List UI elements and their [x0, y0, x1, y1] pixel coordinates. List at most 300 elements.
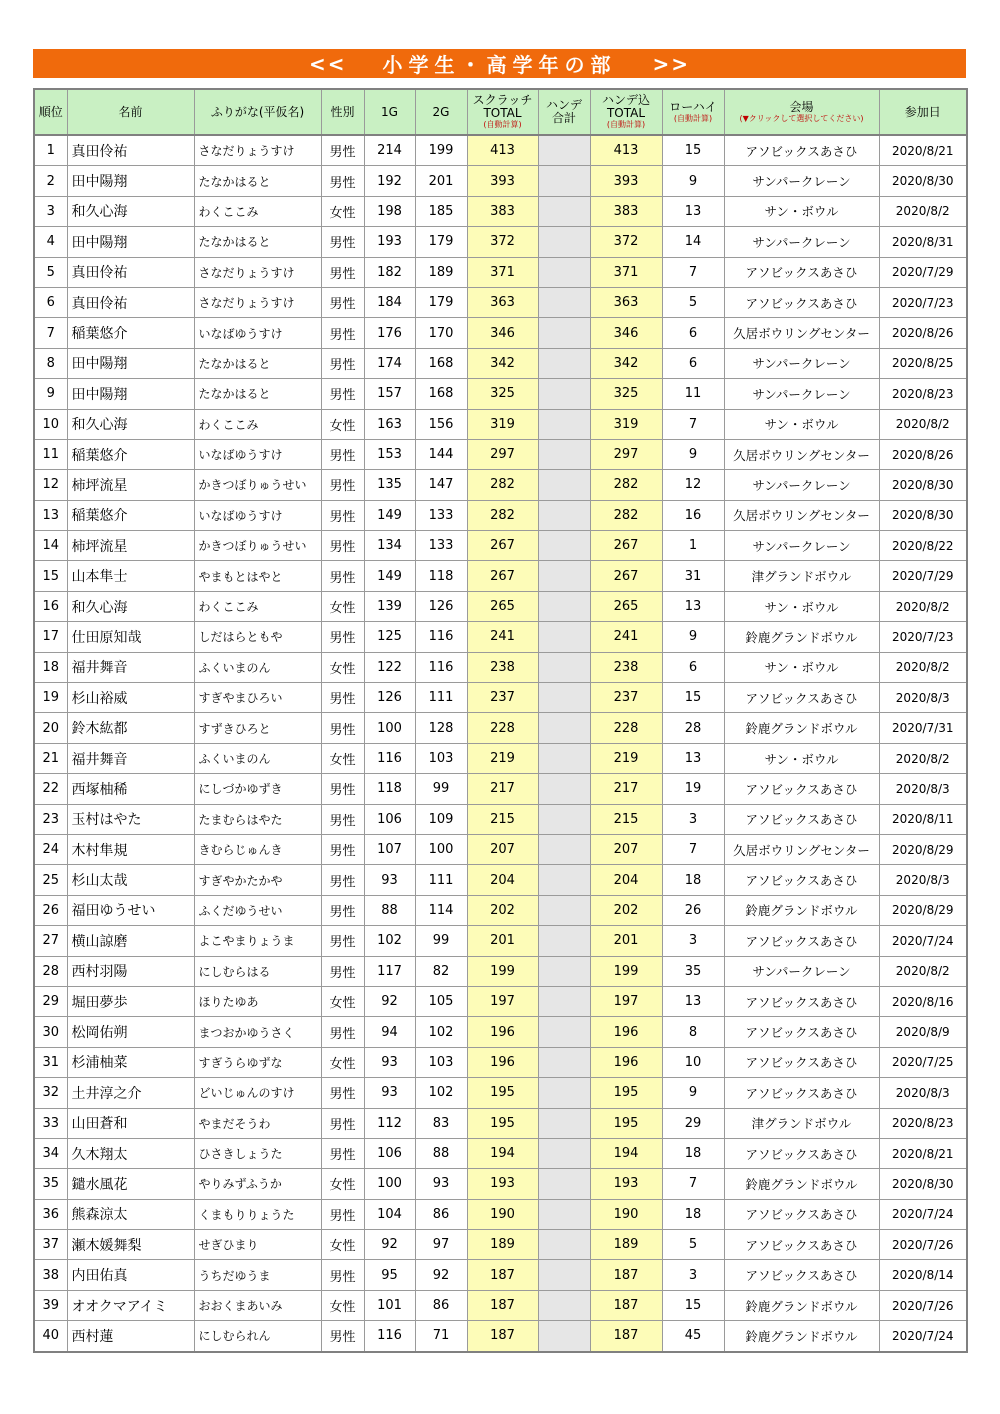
handicap-total-cell: 195 [590, 1108, 662, 1138]
table-row [34, 743, 967, 773]
scratch-total-cell: 207 [467, 834, 538, 864]
name-cell: 柿坪流星 [67, 470, 194, 500]
rank-cell: 24 [34, 834, 67, 864]
lowhigh-cell: 5 [662, 287, 724, 317]
table-row [34, 287, 967, 317]
rank-cell: 29 [34, 986, 67, 1016]
gender-cell: 男性 [321, 1078, 364, 1108]
header-handicap-sum-label: 合計 [551, 111, 576, 125]
venue-cell[interactable]: アソビックスあさひ [724, 1138, 879, 1168]
kana-cell: たなかはると [194, 227, 321, 257]
venue-cell[interactable]: アソビックスあさひ [724, 1047, 879, 1077]
lowhigh-cell: 18 [662, 1138, 724, 1168]
handicap-total-cell: 241 [590, 622, 662, 652]
name-cell: 稲葉悠介 [67, 439, 194, 469]
handicap-cell[interactable] [538, 683, 590, 713]
kana-cell: たまむらはやた [194, 804, 321, 834]
table-row [34, 500, 967, 530]
venue-cell[interactable]: 鈴鹿グランドボウル [724, 1321, 879, 1352]
name-cell: 木村隼規 [67, 834, 194, 864]
handicap-cell[interactable] [538, 257, 590, 287]
name-cell: 和久心海 [67, 409, 194, 439]
gender-cell: 男性 [321, 561, 364, 591]
kana-cell: すぎやまひろい [194, 683, 321, 713]
venue-cell[interactable]: サンパークレーン [724, 379, 879, 409]
table-row [34, 531, 967, 561]
rank-cell: 30 [34, 1017, 67, 1047]
date-cell: 2020/8/2 [879, 956, 967, 986]
game1-score-cell: 135 [364, 470, 415, 500]
name-cell: 瀬木媛舞梨 [67, 1230, 194, 1260]
game2-score-cell: 103 [415, 743, 467, 773]
rank-cell: 28 [34, 956, 67, 986]
handicap-cell[interactable] [538, 774, 590, 804]
name-cell: 熊森涼太 [67, 1199, 194, 1229]
venue-cell[interactable]: アソビックスあさひ [724, 1260, 879, 1290]
venue-cell[interactable]: アソビックスあさひ [724, 257, 879, 287]
venue-cell[interactable]: 津グランドボウル [724, 561, 879, 591]
scratch-total-cell: 228 [467, 713, 538, 743]
kana-cell: せぎひまり [194, 1230, 321, 1260]
venue-cell[interactable]: アソビックスあさひ [724, 926, 879, 956]
game2-score-cell: 133 [415, 500, 467, 530]
rank-cell: 22 [34, 774, 67, 804]
handicap-cell[interactable] [538, 318, 590, 348]
title-right-chevrons: >> [652, 51, 691, 76]
handicap-cell[interactable] [538, 135, 590, 166]
game1-score-cell: 93 [364, 1078, 415, 1108]
handicap-cell[interactable] [538, 652, 590, 682]
handicap-total-cell: 204 [590, 865, 662, 895]
handicap-cell[interactable] [538, 1169, 590, 1199]
venue-cell[interactable]: サン・ボウル [724, 743, 879, 773]
kana-cell: たなかはると [194, 379, 321, 409]
handicap-total-cell: 413 [590, 135, 662, 166]
scratch-total-cell: 196 [467, 1017, 538, 1047]
venue-cell[interactable]: アソビックスあさひ [724, 865, 879, 895]
handicap-cell[interactable] [538, 865, 590, 895]
name-cell: 田中陽翔 [67, 227, 194, 257]
rank-cell: 26 [34, 895, 67, 925]
date-cell: 2020/8/26 [879, 439, 967, 469]
venue-cell[interactable]: サン・ボウル [724, 196, 879, 226]
scratch-total-cell: 187 [467, 1321, 538, 1352]
name-cell: 福井舞音 [67, 652, 194, 682]
kana-cell: くまもりりょうた [194, 1199, 321, 1229]
scratch-total-cell: 196 [467, 1047, 538, 1077]
date-cell: 2020/7/23 [879, 287, 967, 317]
lowhigh-cell: 7 [662, 409, 724, 439]
scratch-total-cell: 219 [467, 743, 538, 773]
handicap-cell[interactable] [538, 500, 590, 530]
lowhigh-cell: 8 [662, 1017, 724, 1047]
name-cell: 真田伶祐 [67, 257, 194, 287]
title-left-chevrons: << [308, 51, 347, 76]
lowhigh-cell: 5 [662, 1230, 724, 1260]
game2-score-cell: 128 [415, 713, 467, 743]
venue-cell[interactable]: 久居ボウリングセンター [724, 439, 879, 469]
handicap-total-cell: 193 [590, 1169, 662, 1199]
header-row [34, 89, 967, 135]
header-scratch-label: スクラッチ [472, 93, 533, 107]
date-cell: 2020/8/30 [879, 1169, 967, 1199]
gender-cell: 女性 [321, 196, 364, 226]
handicap-total-cell: 346 [590, 318, 662, 348]
kana-cell: かきつぼりゅうせい [194, 470, 321, 500]
date-cell: 2020/8/16 [879, 986, 967, 1016]
rank-cell: 7 [34, 318, 67, 348]
table-row [34, 318, 967, 348]
kana-cell: かきつぼりゅうせい [194, 531, 321, 561]
date-cell: 2020/7/24 [879, 1199, 967, 1229]
game2-score-cell: 86 [415, 1199, 467, 1229]
gender-cell: 男性 [321, 804, 364, 834]
handicap-total-cell: 219 [590, 743, 662, 773]
handicap-cell[interactable] [538, 591, 590, 621]
table-header [34, 89, 967, 135]
handicap-total-cell: 372 [590, 227, 662, 257]
game2-score-cell: 71 [415, 1321, 467, 1352]
handicap-total-cell: 282 [590, 500, 662, 530]
venue-cell[interactable]: サンパークレーン [724, 348, 879, 378]
name-cell: 鈴木紘都 [67, 713, 194, 743]
rank-cell: 17 [34, 622, 67, 652]
game1-score-cell: 149 [364, 500, 415, 530]
date-cell: 2020/8/30 [879, 166, 967, 196]
gender-cell: 男性 [321, 1321, 364, 1352]
handicap-cell[interactable] [538, 1138, 590, 1168]
venue-cell[interactable]: サンパークレーン [724, 531, 879, 561]
gender-cell: 女性 [321, 1290, 364, 1320]
gender-cell: 女性 [321, 652, 364, 682]
game1-score-cell: 118 [364, 774, 415, 804]
venue-cell[interactable]: サンパークレーン [724, 227, 879, 257]
table-row [34, 348, 967, 378]
handicap-cell[interactable] [538, 926, 590, 956]
game2-score-cell: 102 [415, 1078, 467, 1108]
name-cell: オオクマアイミ [67, 1290, 194, 1320]
scratch-total-cell: 190 [467, 1199, 538, 1229]
venue-cell[interactable]: アソビックスあさひ [724, 1078, 879, 1108]
gender-cell: 男性 [321, 865, 364, 895]
scratch-total-cell: 282 [467, 500, 538, 530]
game1-score-cell: 106 [364, 804, 415, 834]
game1-score-cell: 93 [364, 865, 415, 895]
kana-cell: やまだそうわ [194, 1108, 321, 1138]
scratch-total-cell: 342 [467, 348, 538, 378]
venue-cell[interactable]: 久居ボウリングセンター [724, 834, 879, 864]
name-cell: 田中陽翔 [67, 379, 194, 409]
name-cell: 横山諒磨 [67, 926, 194, 956]
rank-cell: 12 [34, 470, 67, 500]
rank-cell: 19 [34, 683, 67, 713]
handicap-cell[interactable] [538, 287, 590, 317]
date-cell: 2020/8/30 [879, 500, 967, 530]
gender-cell: 男性 [321, 1017, 364, 1047]
game1-score-cell: 184 [364, 287, 415, 317]
venue-cell[interactable]: 津グランドボウル [724, 1108, 879, 1138]
game1-score-cell: 92 [364, 1230, 415, 1260]
scratch-total-cell: 217 [467, 774, 538, 804]
date-cell: 2020/8/21 [879, 1138, 967, 1168]
handicap-cell[interactable] [538, 1290, 590, 1320]
game1-score-cell: 102 [364, 926, 415, 956]
game1-score-cell: 126 [364, 683, 415, 713]
kana-cell: きむらじゅんき [194, 834, 321, 864]
venue-cell[interactable]: サンパークレーン [724, 166, 879, 196]
table-row [34, 1199, 967, 1229]
game2-score-cell: 133 [415, 531, 467, 561]
date-cell: 2020/8/2 [879, 196, 967, 226]
handicap-cell[interactable] [538, 895, 590, 925]
venue-cell[interactable]: アソビックスあさひ [724, 683, 879, 713]
kana-cell: おおくまあいみ [194, 1290, 321, 1320]
date-cell: 2020/7/26 [879, 1290, 967, 1320]
date-cell: 2020/7/25 [879, 1047, 967, 1077]
header-lowhigh-auto: (自動計算) [673, 113, 713, 123]
handicap-cell[interactable] [538, 986, 590, 1016]
handicap-total-cell: 363 [590, 287, 662, 317]
game1-score-cell: 106 [364, 1138, 415, 1168]
scratch-total-cell: 195 [467, 1108, 538, 1138]
handicap-cell[interactable] [538, 439, 590, 469]
game1-score-cell: 139 [364, 591, 415, 621]
table-row [34, 135, 967, 166]
lowhigh-cell: 3 [662, 926, 724, 956]
scratch-total-cell: 371 [467, 257, 538, 287]
gender-cell: 女性 [321, 409, 364, 439]
rank-cell: 31 [34, 1047, 67, 1077]
handicap-total-cell: 282 [590, 470, 662, 500]
table-row [34, 166, 967, 196]
game2-score-cell: 105 [415, 986, 467, 1016]
venue-cell[interactable]: サンパークレーン [724, 956, 879, 986]
handicap-total-cell: 342 [590, 348, 662, 378]
handicap-cell[interactable] [538, 1078, 590, 1108]
game1-score-cell: 163 [364, 409, 415, 439]
kana-cell: やりみずふうか [194, 1169, 321, 1199]
table-body [34, 135, 967, 1352]
handicap-cell[interactable] [538, 1108, 590, 1138]
lowhigh-cell: 19 [662, 774, 724, 804]
scratch-total-cell: 393 [467, 166, 538, 196]
table-row [34, 257, 967, 287]
scratch-total-cell: 297 [467, 439, 538, 469]
rank-cell: 1 [34, 135, 67, 166]
handicap-total-cell: 267 [590, 531, 662, 561]
name-cell: 杉山裕威 [67, 683, 194, 713]
game1-score-cell: 198 [364, 196, 415, 226]
name-cell: 真田伶祐 [67, 135, 194, 166]
header-handicap-label: ハンデ [545, 98, 582, 112]
game1-score-cell: 157 [364, 379, 415, 409]
lowhigh-cell: 6 [662, 318, 724, 348]
game1-score-cell: 92 [364, 986, 415, 1016]
game1-score-cell: 214 [364, 135, 415, 166]
name-cell: 西塚柚稀 [67, 774, 194, 804]
handicap-cell[interactable] [538, 834, 590, 864]
kana-cell: いなばゆうすけ [194, 439, 321, 469]
name-cell: 久木翔太 [67, 1138, 194, 1168]
name-cell: 西村羽陽 [67, 956, 194, 986]
lowhigh-cell: 45 [662, 1321, 724, 1352]
header-handicap-total-total-label: TOTAL [606, 106, 646, 120]
game1-score-cell: 107 [364, 834, 415, 864]
rank-cell: 21 [34, 743, 67, 773]
gender-cell: 男性 [321, 439, 364, 469]
page-title-banner [33, 49, 966, 78]
lowhigh-cell: 28 [662, 713, 724, 743]
date-cell: 2020/8/3 [879, 1078, 967, 1108]
venue-cell[interactable]: アソビックスあさひ [724, 986, 879, 1016]
kana-cell: たなかはると [194, 348, 321, 378]
handicap-cell[interactable] [538, 622, 590, 652]
header-game1: 1G [364, 89, 415, 135]
name-cell: 真田伶祐 [67, 287, 194, 317]
game1-score-cell: 112 [364, 1108, 415, 1138]
scratch-total-cell: 187 [467, 1260, 538, 1290]
date-cell: 2020/8/21 [879, 135, 967, 166]
game1-score-cell: 134 [364, 531, 415, 561]
lowhigh-cell: 13 [662, 196, 724, 226]
handicap-cell[interactable] [538, 531, 590, 561]
handicap-cell[interactable] [538, 227, 590, 257]
header-scratch-total [467, 89, 538, 135]
venue-cell[interactable]: サン・ボウル [724, 591, 879, 621]
venue-cell[interactable]: 鈴鹿グランドボウル [724, 1169, 879, 1199]
gender-cell: 男性 [321, 1138, 364, 1168]
name-cell: 福田ゆうせい [67, 895, 194, 925]
header-gender: 性別 [321, 89, 364, 135]
venue-cell[interactable]: アソビックスあさひ [724, 1230, 879, 1260]
venue-cell[interactable]: アソビックスあさひ [724, 774, 879, 804]
rank-cell: 8 [34, 348, 67, 378]
handicap-total-cell: 237 [590, 683, 662, 713]
game2-score-cell: 97 [415, 1230, 467, 1260]
rank-cell: 15 [34, 561, 67, 591]
game1-score-cell: 117 [364, 956, 415, 986]
name-cell: 西村蓮 [67, 1321, 194, 1352]
kana-cell: すぎやかたかや [194, 865, 321, 895]
game2-score-cell: 168 [415, 379, 467, 409]
venue-cell[interactable]: 鈴鹿グランドボウル [724, 895, 879, 925]
kana-cell: まつおかゆうさく [194, 1017, 321, 1047]
venue-cell[interactable]: アソビックスあさひ [724, 287, 879, 317]
handicap-cell[interactable] [538, 196, 590, 226]
lowhigh-cell: 18 [662, 1199, 724, 1229]
scratch-total-cell: 215 [467, 804, 538, 834]
header-scratch-total-label: TOTAL [483, 106, 522, 120]
rank-cell: 4 [34, 227, 67, 257]
kana-cell: にしむらはる [194, 956, 321, 986]
venue-cell[interactable]: サンパークレーン [724, 470, 879, 500]
game1-score-cell: 101 [364, 1290, 415, 1320]
venue-cell[interactable]: 鈴鹿グランドボウル [724, 1290, 879, 1320]
handicap-total-cell: 197 [590, 986, 662, 1016]
handicap-cell[interactable] [538, 1047, 590, 1077]
gender-cell: 男性 [321, 834, 364, 864]
table-row [34, 956, 967, 986]
header-handicap [538, 89, 590, 135]
venue-cell[interactable]: アソビックスあさひ [724, 135, 879, 166]
gender-cell: 男性 [321, 318, 364, 348]
handicap-cell[interactable] [538, 348, 590, 378]
date-cell: 2020/8/30 [879, 470, 967, 500]
header-venue-hint: (▼クリックして選択してください) [739, 113, 864, 123]
venue-cell[interactable]: サン・ボウル [724, 652, 879, 682]
rank-cell: 20 [34, 713, 67, 743]
handicap-cell[interactable] [538, 1230, 590, 1260]
date-cell: 2020/8/3 [879, 774, 967, 804]
venue-cell[interactable]: 久居ボウリングセンター [724, 500, 879, 530]
handicap-cell[interactable] [538, 470, 590, 500]
game2-score-cell: 111 [415, 865, 467, 895]
gender-cell: 女性 [321, 591, 364, 621]
lowhigh-cell: 31 [662, 561, 724, 591]
rank-cell: 23 [34, 804, 67, 834]
handicap-cell[interactable] [538, 804, 590, 834]
venue-cell[interactable]: 鈴鹿グランドボウル [724, 713, 879, 743]
handicap-cell[interactable] [538, 1199, 590, 1229]
name-cell: 山田蒼和 [67, 1108, 194, 1138]
venue-cell[interactable]: 久居ボウリングセンター [724, 318, 879, 348]
table-row [34, 895, 967, 925]
table-row [34, 227, 967, 257]
scratch-total-cell: 325 [467, 379, 538, 409]
header-date: 参加日 [879, 89, 967, 135]
handicap-cell[interactable] [538, 713, 590, 743]
venue-cell[interactable]: アソビックスあさひ [724, 1199, 879, 1229]
table-row [34, 439, 967, 469]
date-cell: 2020/7/24 [879, 926, 967, 956]
handicap-cell[interactable] [538, 1017, 590, 1047]
handicap-total-cell: 199 [590, 956, 662, 986]
handicap-cell[interactable] [538, 956, 590, 986]
handicap-cell[interactable] [538, 1321, 590, 1352]
name-cell: 土井淳之介 [67, 1078, 194, 1108]
table-row [34, 1230, 967, 1260]
handicap-cell[interactable] [538, 743, 590, 773]
handicap-cell[interactable] [538, 379, 590, 409]
table-row [34, 409, 967, 439]
rank-cell: 10 [34, 409, 67, 439]
lowhigh-cell: 16 [662, 500, 724, 530]
table-row [34, 561, 967, 591]
date-cell: 2020/8/2 [879, 743, 967, 773]
venue-cell[interactable]: アソビックスあさひ [724, 1017, 879, 1047]
date-cell: 2020/8/11 [879, 804, 967, 834]
rank-cell: 34 [34, 1138, 67, 1168]
scratch-total-cell: 372 [467, 227, 538, 257]
rank-cell: 9 [34, 379, 67, 409]
scratch-total-cell: 363 [467, 287, 538, 317]
scratch-total-cell: 282 [467, 470, 538, 500]
handicap-cell[interactable] [538, 409, 590, 439]
rank-cell: 39 [34, 1290, 67, 1320]
venue-cell[interactable]: アソビックスあさひ [724, 804, 879, 834]
kana-cell: すぎうらゆずな [194, 1047, 321, 1077]
gender-cell: 男性 [321, 895, 364, 925]
handicap-cell[interactable] [538, 1260, 590, 1290]
handicap-cell[interactable] [538, 561, 590, 591]
gender-cell: 男性 [321, 713, 364, 743]
rank-cell: 5 [34, 257, 67, 287]
kana-cell: さなだりょうすけ [194, 287, 321, 317]
gender-cell: 女性 [321, 986, 364, 1016]
venue-cell[interactable]: サン・ボウル [724, 409, 879, 439]
venue-cell[interactable]: 鈴鹿グランドボウル [724, 622, 879, 652]
handicap-cell[interactable] [538, 166, 590, 196]
